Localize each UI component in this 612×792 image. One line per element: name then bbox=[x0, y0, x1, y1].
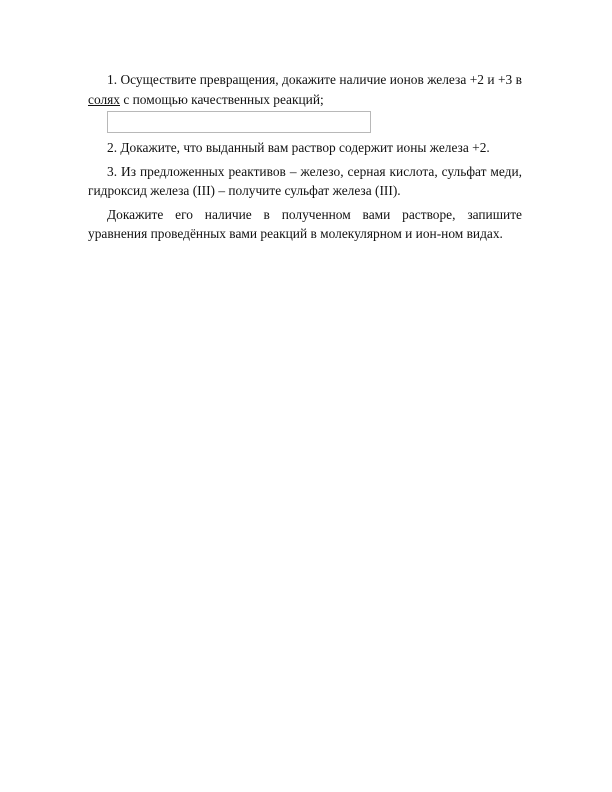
task-3-continuation-paragraph: Докажите его наличие в полученном вами растворе, запишите уравнения проведённых вами реакций в молекулярном и ион-ном видах. bbox=[88, 206, 522, 241]
task-3-paragraph: 3. Из предложенных реактивов – железо, серная кислота, сульфат меди, гидроксид железа (III) – получите сульфат железа (III). bbox=[88, 163, 522, 198]
task-1-text-end: с помощью качественных реакций; bbox=[120, 91, 324, 107]
task-1-underlined-word: солях bbox=[88, 91, 120, 107]
document-body bbox=[88, 70, 522, 244]
task-1-text: 1. Осуществите превращения, докажите наличие ионов железа +2 и +3 в bbox=[107, 72, 522, 87]
answer-input-box[interactable] bbox=[107, 111, 371, 133]
task-1-paragraph bbox=[88, 70, 522, 109]
task-2-paragraph: 2. Докажите, что выданный вам раствор содержит ионы железа +2. bbox=[107, 140, 490, 155]
